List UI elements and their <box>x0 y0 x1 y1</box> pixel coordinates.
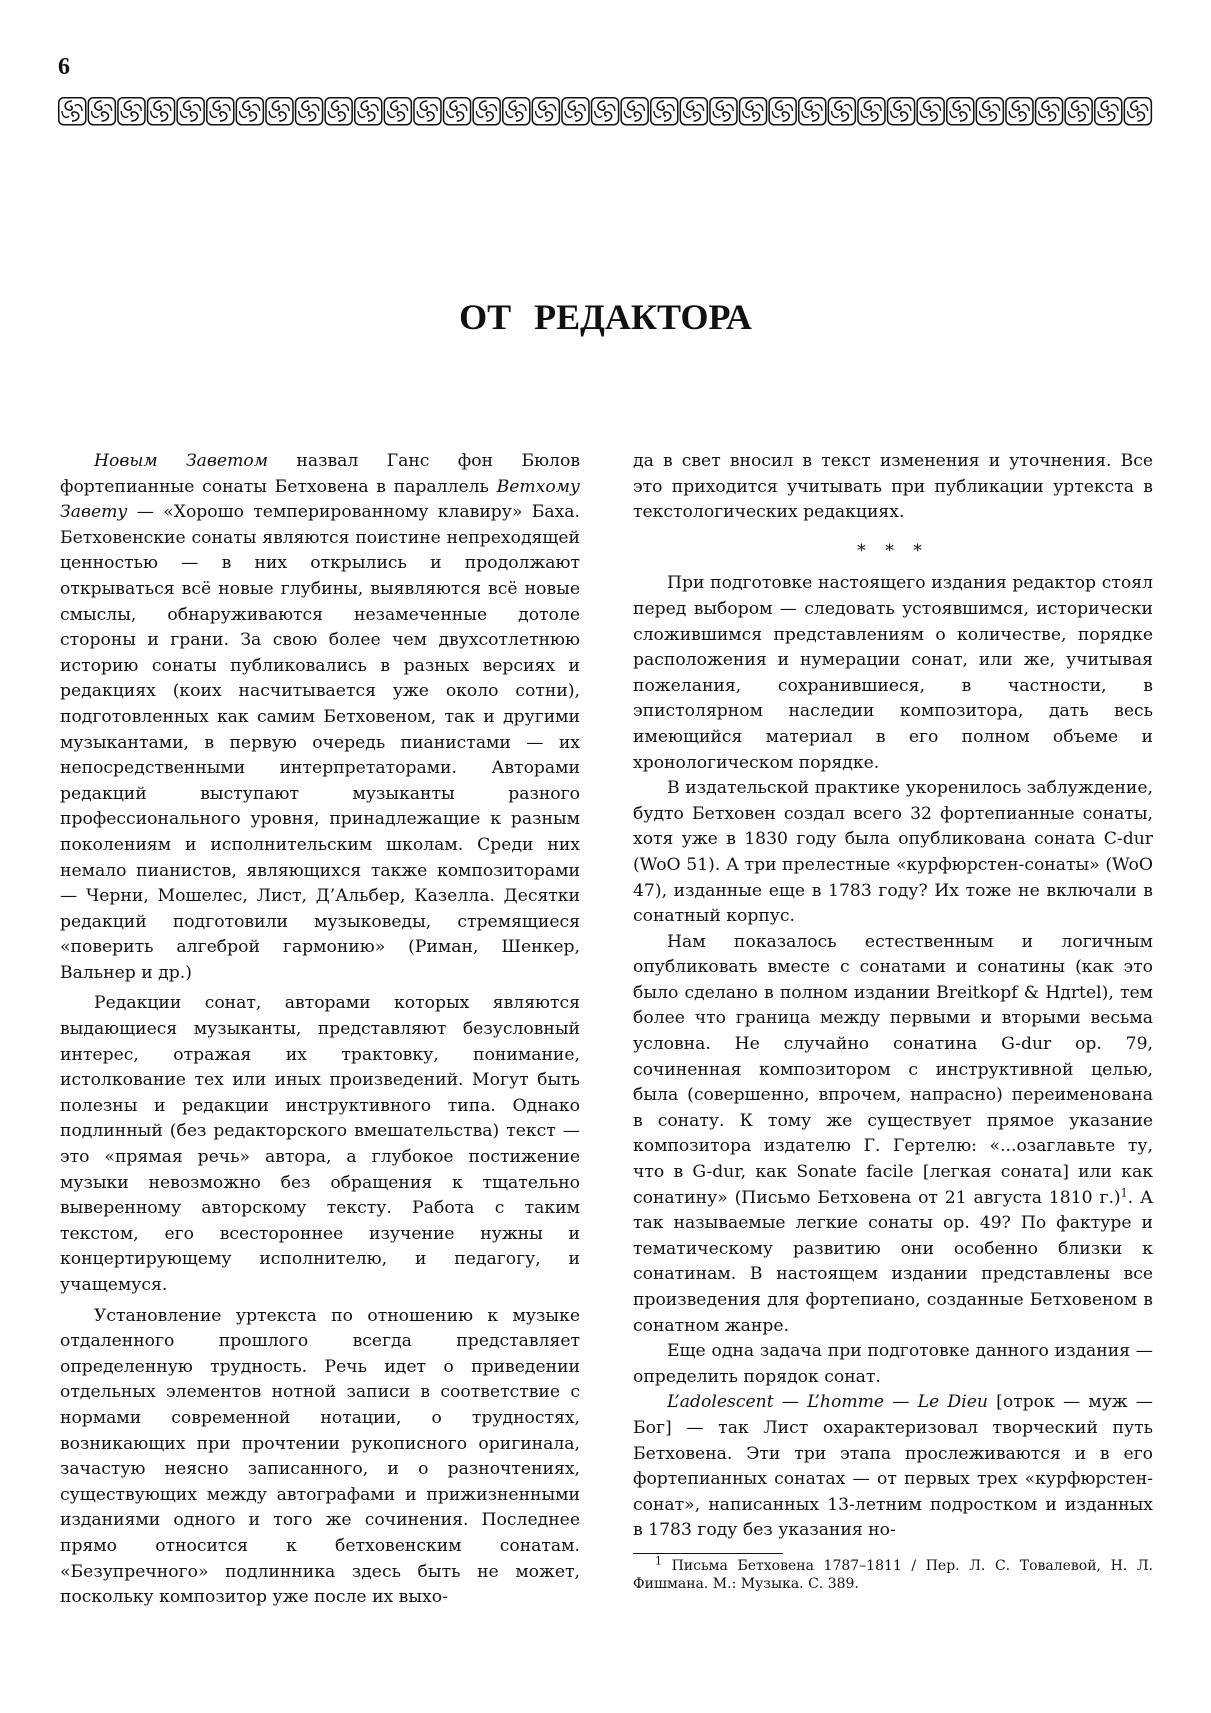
paragraph: L’adolescent — L’homme — Le Dieu [отрок — муж — Бог] — так Лист охарактеризовал творческий путь Бетховена. Эти три этапа прослеживаются и в его фортепианных сонатах — от первых трех «курфюрстен-сонат», написанных 13-летним подростком и изданных в 1783 году без указания но- <box>633 1392 1153 1541</box>
ornament-tile <box>799 98 826 125</box>
paragraph: да в свет вносил в текст изменения и уточнения. Все это приходится учитывать при публикации уртекста в текстологических редакциях. <box>633 451 1153 523</box>
left-column <box>60 449 580 1611</box>
ornament-tile <box>562 98 589 125</box>
ornament-tile <box>473 98 500 125</box>
paragraph: В издательской практике укоренилось заблуждение, будто Бетховен создал всего 32 фортепианные сонаты, хотя уже в 1830 году была опубликована соната C-dur (WoO 51). А три прелестные «курфюрстен-сонаты» (WoO 47), изданные еще в 1783 году? Их тоже не включали в сонатный корпус. <box>633 778 1153 927</box>
paragraph: Новым Заветом назвал Ганс фон Бюлов фортепианные сонаты Бетховена в параллель Ветхому Завету — «Хорошо темперированному клавиру» Баха. Бетховенские сонаты являются поистине непреходящей ценностью — в них открылись и продолжают открываться всё новые глубины, выявляются всё новые смыслы, обнаруживаются незамеченные дотоле стороны и грани. За свою более чем двухсотлетнюю историю сонаты публиковались в разных версиях и редакциях (коих насчитывается уже около сотни), подготовленных как самим Бетховеном, так и другими музыкантами, в первую очередь пианистами — их непосредственными интерпретаторами. Авторами редакций выступают музыканты разного профессионального уровня, принадлежащие к разным поколениям и исполнительским школам. Среди них немало пианистов, являющихся также композиторами — Черни, Мошелес, Лист, Д’Альбер, Казелла. Десятки редакций подготовили музыковеды, стремящиеся «поверить алгеброй гармонию» (Риман, Шенкер, Вальнер и др.) <box>60 451 580 983</box>
ornament-tile <box>1006 98 1033 125</box>
ornament-tile <box>1065 98 1092 125</box>
paragraph: Установление уртекста по отношению к музыке отдаленного прошлого всегда представляет определенную трудность. Речь идет о приведении отдельных элементов нотной записи в соответствие с нормами современной нотации, о трудностях, возникающих при прочтении рукописного оригинала, зачастую неясно записанного, и о разночтениях, существующих между автографами и прижизненными изданиями одного и того же сочинения. Последнее прямо относится к бетховенским сонатам. «Безупречного» подлинника здесь быть не может, поскольку композитор уже после их выхо- <box>60 1305 580 1608</box>
ornament-tile <box>207 98 234 125</box>
ornament-tile <box>1095 98 1122 125</box>
ornament-tile <box>444 98 471 125</box>
paragraph: Еще одна задача при подготовке данного издания — определить порядок сонат. <box>633 1341 1153 1387</box>
ornament-tile <box>592 98 619 125</box>
ornament-tile <box>1124 98 1151 125</box>
section-divider: * * * <box>857 540 929 561</box>
ornament-tile <box>710 98 737 125</box>
ornament-tile <box>976 98 1003 125</box>
ornament-tile <box>296 98 323 125</box>
footnote: $^1$ Письма Бетховена 1787–1811 / Пер. Л. С. Товалевой, Н. Л. Фишмана. М.: Музыка. С. 389. <box>633 1554 1153 1592</box>
decorative-border <box>58 96 1154 126</box>
paragraph: Нам показалось естественным и логичным опубликовать вместе с сонатами и сонатины (как это было сделано в полном издании Breitkopf & Hдrtel), тем более что граница между первыми и вторыми весьма условна. Не случайно сонатина G-dur op. 79, сочиненная композитором с инструктивной целью, была (совершенно, впрочем, напрасно) переименована в сонату. К тому же существует прямое указание композитора издателю Г. Гертелю: «...озаглавьте ту, что в G-dur, как Sonate facile [легкая соната] или как сонатину» (Письмо Бетховена от 21 августа 1810 г.)$^1$. А так называемые легкие сонаты ор. 49? По фактуре и тематическому развитию они особенно близки к сонатинам. В настоящем издании представлены все произведения для фортепиано, созданные Бетховеном в сонатном жанре. <box>633 931 1153 1336</box>
ornament-tile <box>651 98 678 125</box>
ornament-tile <box>148 98 175 125</box>
ornament-tile <box>858 98 885 125</box>
ornament-tile <box>917 98 944 125</box>
ornament-tile <box>740 98 767 125</box>
ornament-tile <box>532 98 559 125</box>
ornament-tile <box>888 98 915 125</box>
ornament-tile <box>88 98 115 125</box>
ornament-tile <box>947 98 974 125</box>
ornament-tile <box>355 98 382 125</box>
paragraph: При подготовке настоящего издания редактор стоял перед выбором — следовать устоявшимся, исторически сложившимся представлениям о количестве, порядке расположения и нумерации сонат, или же, учитывая пожелания, сохранившиеся, в частности, в эпистолярном наследии композитора, дать весь имеющийся материал в его полном объеме и хронологическом порядке. <box>633 573 1153 773</box>
ornament-tile <box>177 98 204 125</box>
paragraph: Редакции сонат, авторами которых являются выдающиеся музыканты, представляют безусловный интерес, отражая их трактовку, понимание, истолкование тех или иных произведений. Могут быть полезны и редакции инструктивного типа. Однако подлинный (без редакторского вмешательства) текст — это «прямая речь» автора, а глубокое постижение музыки невозможно без обращения к тщательно выверенному авторскому тексту. Работа с таким текстом, его всестороннее изучение нужны и концертирующему исполнителю, и педагогу, и учащемуся. <box>60 993 580 1295</box>
ornament-tile <box>384 98 411 125</box>
page-number: 6 <box>58 54 70 80</box>
ornament-tile <box>118 98 145 125</box>
ornament-tile <box>503 98 530 125</box>
ornament-tile <box>621 98 648 125</box>
ornament-tile <box>680 98 707 125</box>
ornament-tile <box>325 98 352 125</box>
ornament-tile <box>59 98 86 125</box>
ornament-tile <box>769 98 796 125</box>
footnote-ref: 1 <box>1120 1185 1128 1199</box>
ornament-tile <box>828 98 855 125</box>
right-column <box>633 449 1153 1593</box>
ornament-tile <box>266 98 293 125</box>
ornament-tile <box>1036 98 1063 125</box>
ornament-tile <box>236 98 263 125</box>
ornament-tile <box>414 98 441 125</box>
page-title: ОТ РЕДАКТОРА <box>459 297 752 337</box>
